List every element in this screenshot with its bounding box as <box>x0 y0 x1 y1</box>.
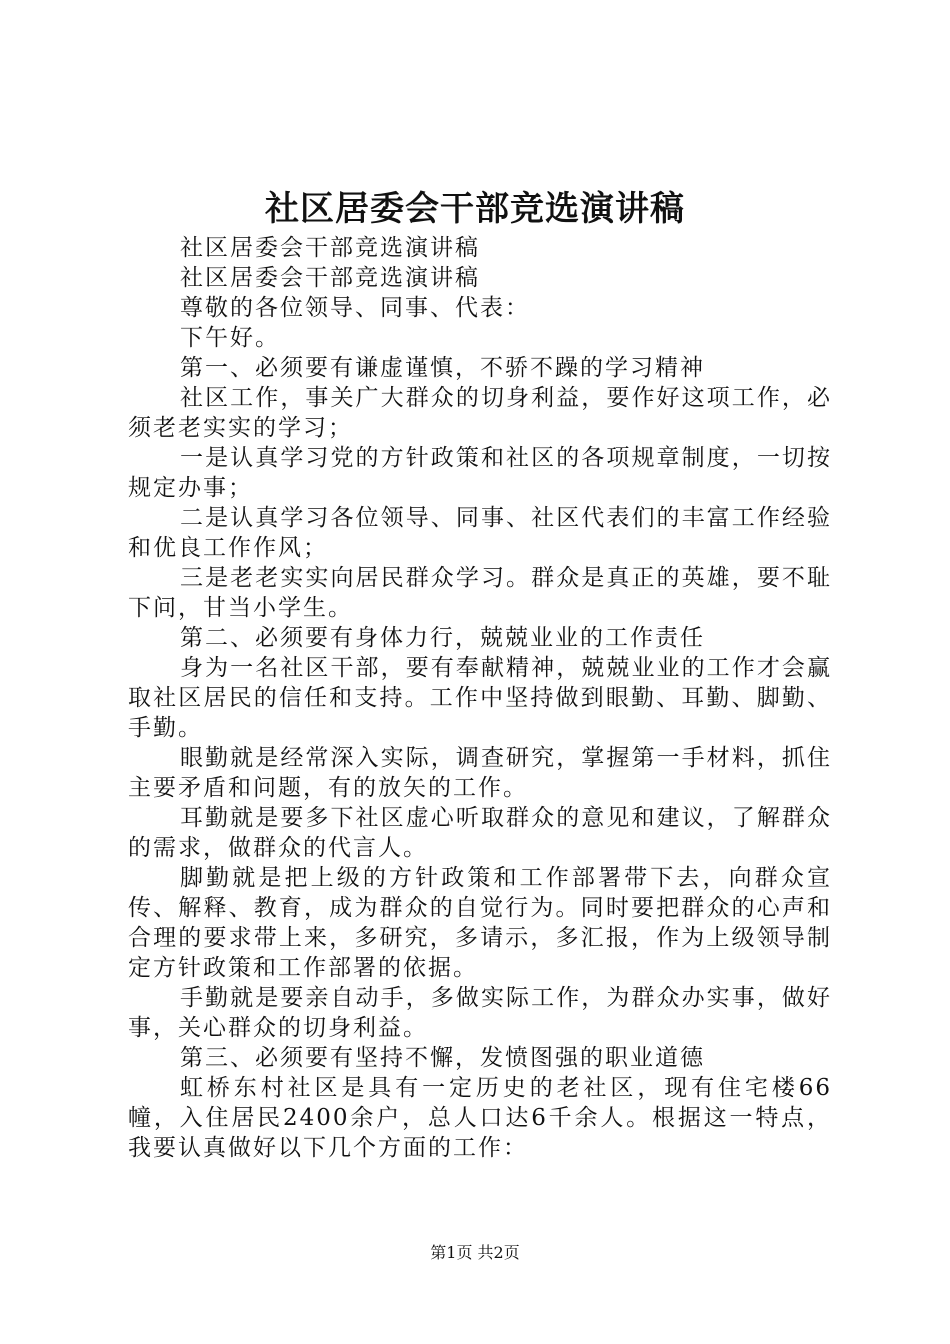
page-footer: 第1页 共2页 <box>430 1243 520 1262</box>
paragraph: 耳勤就是要多下社区虚心听取群众的意见和建议，了解群众的需求，做群众的代言人。 <box>128 805 832 861</box>
paragraph: 虹桥东村社区是具有一定历史的老社区，现有住宅楼66幢，入住居民2400余户，总人口达6千余人。根据这一特点，我要认真做好以下几个方面的工作： <box>128 1075 832 1161</box>
paragraph: 社区工作，事关广大群众的切身利益，要作好这项工作，必须老老实实的学习； <box>128 385 832 441</box>
document-body <box>128 233 832 1163</box>
paragraph: 社区居委会干部竞选演讲稿 <box>180 235 480 261</box>
paragraph: 三是老老实实向居民群众学习。群众是真正的英雄，要不耻下问，甘当小学生。 <box>128 565 832 621</box>
paragraph: 身为一名社区干部，要有奉献精神，兢兢业业的工作才会赢取社区居民的信任和支持。工作中坚持做到眼勤、耳勤、脚勤、手勤。 <box>128 655 832 741</box>
paragraph: 二是认真学习各位领导、同事、社区代表们的丰富工作经验和优良工作作风； <box>128 505 832 561</box>
paragraph: 尊敬的各位领导、同事、代表： <box>180 295 530 321</box>
paragraph: 第三、必须要有坚持不懈，发愤图强的职业道德 <box>180 1045 705 1071</box>
paragraph: 手勤就是要亲自动手，多做实际工作，为群众办实事，做好事，关心群众的切身利益。 <box>128 985 832 1041</box>
paragraph: 社区居委会干部竞选演讲稿 <box>180 265 480 291</box>
paragraph: 下午好。 <box>180 325 280 351</box>
paragraph: 脚勤就是把上级的方针政策和工作部署带下去，向群众宣传、解释、教育，成为群众的自觉行为。同时要把群众的心声和合理的要求带上来，多研究，多请示，多汇报，作为上级领导制定方针政策和工作部署的依据。 <box>128 865 832 981</box>
paragraph: 第一、必须要有谦虚谨慎，不骄不躁的学习精神 <box>180 355 705 381</box>
paragraph: 眼勤就是经常深入实际，调查研究，掌握第一手材料，抓住主要矛盾和问题，有的放矢的工作。 <box>128 745 832 801</box>
paragraph: 一是认真学习党的方针政策和社区的各项规章制度，一切按规定办事； <box>128 445 832 501</box>
paragraph: 第二、必须要有身体力行，兢兢业业的工作责任 <box>180 625 705 651</box>
document-title: 社区居委会干部竞选演讲稿 <box>265 189 685 229</box>
